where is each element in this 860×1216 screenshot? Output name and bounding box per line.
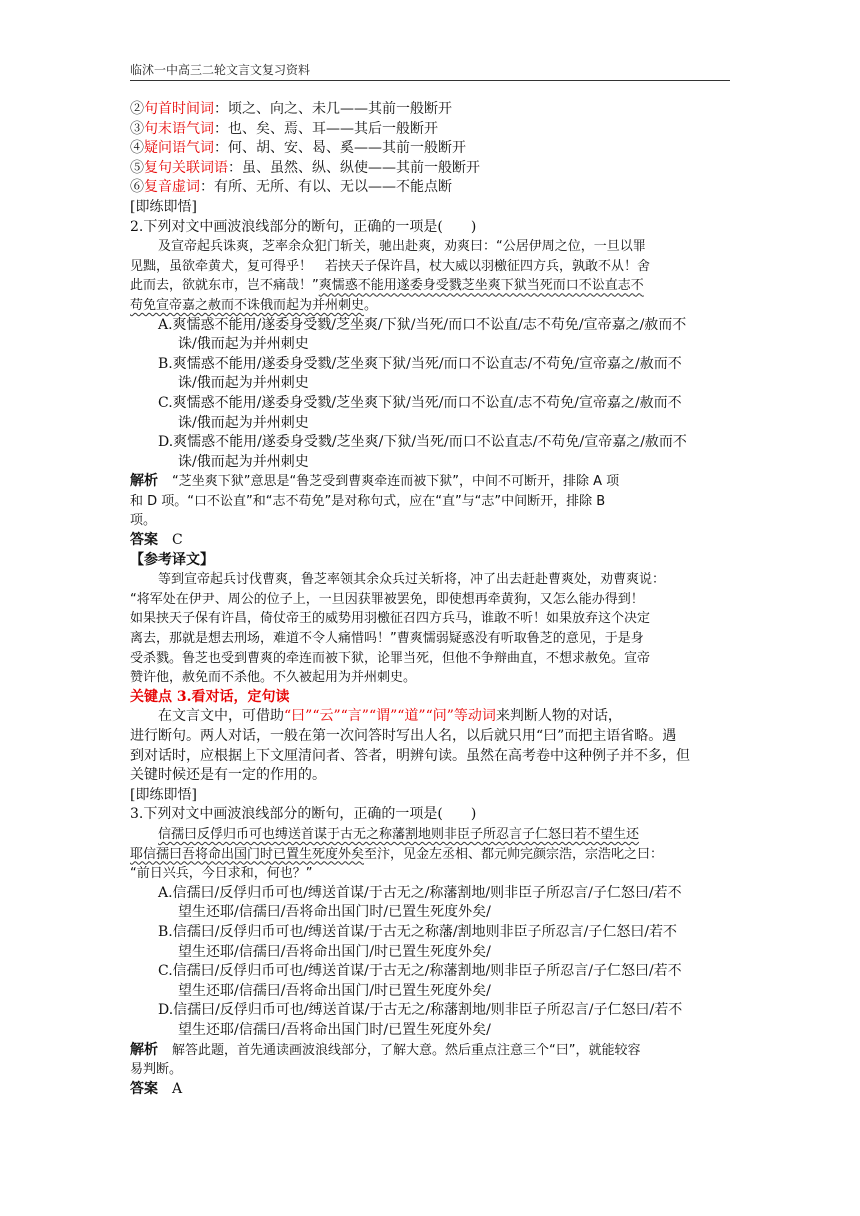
rule-text: ：顷之、向之、未几——其前一般断开	[214, 101, 452, 117]
q3-option-c-cont: 望生还耶/信孺曰/吾将命出国门/时已置生死度外矣/	[178, 982, 491, 999]
answer-value: C	[172, 532, 183, 549]
q3-passage-line	[130, 845, 730, 865]
translation-line: 离去，那就是想去刑场，难道不令人痛惜吗！”曹爽懦弱疑惑没有听取鲁芝的意见，于是身	[130, 631, 644, 647]
rule-term: 句首时间词	[144, 101, 214, 117]
rule-num: ③	[130, 120, 144, 137]
q2-analysis-cont: 项。	[130, 513, 157, 529]
q2-option-a: A.爽懦惑不能用/遂委身受戮/芝坐爽/下狱/当死/而口不讼直/志不苟免/宣帝嘉之/赦而不	[158, 316, 687, 333]
rule-2	[130, 100, 730, 120]
analysis-label: 解析	[130, 473, 158, 490]
answer-value: A	[172, 1080, 183, 1097]
analysis-label: 解析	[130, 1041, 158, 1058]
q3-answer	[130, 1080, 730, 1100]
translation-line: 受杀戮。鲁芝也受到曹爽的牵连而被下狱，论罪当死，但他不争辩曲直，不想求赦免。宣帝	[130, 650, 651, 666]
wavy-underlined-text: 苟免宣帝嘉之赦而不诛俄而起为并州刺史	[130, 297, 365, 313]
rule-term: 复音虚词	[144, 179, 200, 196]
q3-option-c: C.信孺曰/反俘归币可也/缚送首谋/于古无之/称藩割地/则非臣子所忍言/子仁怒曰/若不	[158, 963, 682, 980]
wavy-underlined-text: 耶信孺曰吾将命出国门时已置生死度外矣	[130, 846, 365, 862]
q2-option-d-cont: 诛/俄而起为并州刺史	[178, 453, 309, 470]
q2-analysis-cont: 和 D 项。“口不讼直”和“志不苟免”是对称句式，应在“直”与“志”中间断开，排除 B	[130, 493, 606, 509]
translation-line: 赞许他，赦免而不杀他。不久被起用为并州刺史。	[130, 670, 417, 686]
passage-text: 至汴，见金左丞相、都元帅完颜宗浩，宗浩叱之曰：	[364, 846, 664, 862]
q2-option-c-cont: 诛/俄而起为并州刺史	[178, 414, 309, 431]
rule-3	[130, 120, 730, 140]
q3-passage-line	[130, 825, 730, 845]
keypoint-text	[130, 707, 730, 727]
q2-stem: 2.下列对文中画波浪线部分的断句，正确的一项是( )	[130, 218, 477, 235]
translation-label: 【参考译文】	[130, 551, 214, 568]
rule-num: ④	[130, 140, 144, 157]
translation-line: 如果挟天子保有许昌，倚仗帝王的威势用羽檄征召四方兵马，谁敢不听！如果放弃这个决定	[130, 611, 651, 627]
q2-option-d: D.爽懦惑不能用/遂委身受戮/芝坐爽/下狱/当死/而口不讼直志/不苟免/宣帝嘉之/赦而不	[158, 434, 687, 451]
rule-6	[130, 178, 730, 198]
q2-passage-line	[130, 276, 730, 296]
q2-answer	[130, 531, 730, 551]
rule-text: ：何、胡、安、曷、奚——其前一般断开	[214, 140, 466, 157]
rule-num: ②	[130, 101, 144, 117]
keypoint-text: 关键时候还是有一定的作用的。	[130, 767, 326, 784]
rule-text: ：虽、虽然、纵、纵使——其前一般断开	[228, 159, 480, 176]
q2-passage-line	[130, 296, 730, 316]
q3-option-d: D.信孺曰/反俘归币可也/缚送首谋/于古无之/称藩割地/则非臣子所忍言/子仁怒曰/若不	[158, 1002, 683, 1019]
q3-option-a: A.信孺曰/反俘归币可也/缚送首谋/于古无之/称藩割地/则非臣子所忍言/子仁怒曰/若不	[158, 884, 682, 901]
rule-4	[130, 139, 730, 159]
q3-option-b-cont: 望生还耶/信孺曰/吾将命出国门/时已置生死度外矣/	[178, 943, 491, 960]
keypoint-title: 关键点 3.看对话，定句读	[130, 688, 290, 705]
analysis-text: 解答此题，首先通读画波浪线部分，了解大意。然后重点注意三个“曰”，就能较容	[172, 1042, 641, 1058]
q3-option-d-cont: 望生还耶/信孺曰/吾将命出国门时/已置生死度外矣/	[178, 1021, 491, 1038]
rule-5	[130, 159, 730, 179]
rule-term: 复句关联词语	[144, 159, 228, 176]
header-rule	[130, 80, 730, 81]
translation-line: “将军处在伊尹、周公的位子上，一旦因获罪被罢免，即使想再牵黄狗，又怎么能办得到！	[130, 591, 644, 607]
q2-option-b: B.爽懦惑不能用/遂委身受戮/芝坐爽下狱/当死/而口不讼直志/不苟免/宣帝嘉之/赦而不	[158, 355, 682, 372]
passage-text: 。	[364, 297, 378, 313]
wavy-underlined-text: 爽懦惑不能用遂委身受戮芝坐爽下狱当死而口不讼直志不	[318, 278, 644, 294]
q3-analysis-cont: 易判断。	[130, 1062, 183, 1078]
q2-passage-line: 及宣帝起兵诛爽，芝率余众犯门斩关，驰出赴爽，劝爽曰：“公居伊周之位，一旦以罪	[158, 239, 646, 255]
q3-passage-line: “前日兴兵，今日求和，何也？”	[130, 866, 313, 882]
q3-analysis	[130, 1041, 730, 1061]
rule-num: ⑤	[130, 159, 144, 176]
keypoint-text: 到对话时，应根据上下文厘清问者、答者，明辨句读。虽然在高考卷中这种例子并不多，但	[130, 747, 690, 764]
q2-passage-line: 见黜，虽欲牵黄犬，复可得乎！ 若挟天子保许昌，杖大威以羽檄征四方兵，孰敢不从！舍	[130, 258, 651, 274]
q3-option-a-cont: 望生还耶/信孺曰/吾将命出国门时/已置生死度外矣/	[178, 904, 491, 921]
practice-label: [即练即悟]	[130, 786, 197, 803]
rule-term: 句末语气词	[144, 120, 214, 137]
page-header: 临沭一中高三二轮文言文复习资料	[130, 63, 311, 77]
q2-analysis	[130, 472, 730, 492]
answer-label: 答案	[130, 1080, 158, 1097]
keypoint-text-part: 在文言文中，可借助	[158, 708, 284, 725]
keypoint-text-part: 来判断人物的对话，	[495, 708, 622, 725]
practice-label: [即练即悟]	[130, 198, 197, 215]
analysis-text: “芝坐爽下狱”意思是“鲁芝受到曹爽牵连而被下狱”，中间不可断开，排除 A 项	[172, 474, 620, 490]
q3-option-b: B.信孺曰/反俘归币可也/缚送首谋/于古无之称藩/割地则非臣子所忍言/子仁怒曰/若不	[158, 923, 678, 940]
q2-option-a-cont: 诛/俄而起为并州刺史	[178, 336, 309, 353]
q2-option-b-cont: 诛/俄而起为并州刺史	[178, 375, 309, 392]
passage-text: 此而去，欲就东市，岂不痛哉！”	[130, 278, 319, 294]
keypoint-text: 进行断句。两人对话，一般在第一次问答时写出人名，以后就只用“曰”而把主语省略。遇	[130, 728, 677, 744]
page-content	[130, 100, 730, 1099]
q3-stem: 3.下列对文中画波浪线部分的断句，正确的一项是( )	[130, 806, 477, 823]
rule-term: 疑问语气词	[144, 140, 214, 157]
translation-line: 等到宣帝起兵讨伐曹爽，鲁芝率领其余众兵过关斩将，冲了出去赶赴曹爽处，劝曹爽说：	[158, 572, 666, 588]
q2-option-c: C.爽懦惑不能用/遂委身受戮/芝坐爽下狱/当死/而口不讼直/志不苟免/宣帝嘉之/赦而不	[158, 394, 682, 411]
keypoint-highlight: “曰”“云”“言”“谓”“道”“问”等动词	[284, 708, 496, 725]
answer-label: 答案	[130, 532, 158, 549]
rule-text: ：有所、无所、有以、无以——不能点断	[200, 179, 452, 196]
rule-text: ：也、矣、焉、耳——其后一般断开	[214, 120, 438, 137]
rule-num: ⑥	[130, 179, 144, 196]
wavy-underlined-text: 信孺曰反俘归币可也缚送首谋于古无之称藩割地则非臣子所忍言子仁怒曰若不望生还	[158, 826, 640, 842]
